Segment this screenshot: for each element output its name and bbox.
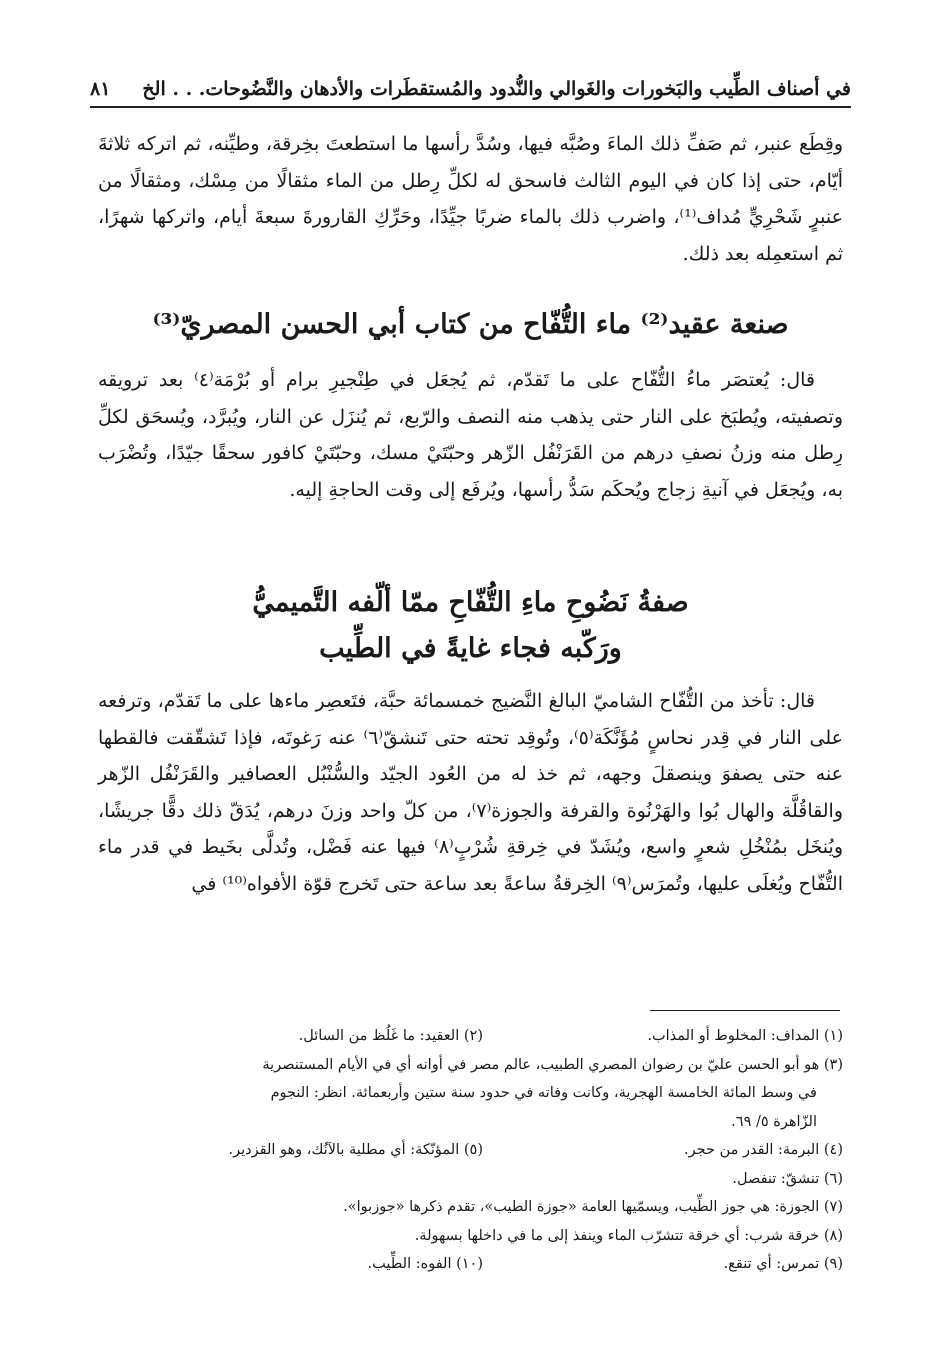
paragraph-1: [98, 126, 843, 272]
paragraph-3-text: قال: تأخذ من التُّفّاح الشاميّ البالغ النَّضيج خمسمائة حبَّة، فتَعصِر ماءها على ما تَقدّم، وترفعه على النار في قِدر نحاسٍ مُؤَنَّكَة⁽٥⁾، وتُوقِد تحته حتى تَنشقّ⁽٦⁾ عنه رَغوتَه، فإذا تَشقّقت فالقطها عنه حتى يصفوَ وينصقلَ وجهه، ثم خذ له من العُود الجيّد والسُّنْبُل العصافير والقَرَنْفُل الزّهر والقاقُلَّة والهال بُوا والهَرْنُوة والقرفة والجوزة⁽٧⁾، من كلّ واحد وزنَ درهم، يُدَقّ ذلك دقًّا جريشًا، ويُنخَل بمُنْخُلِ شعرٍ واسع، ويُشَدّ في خِرقةِ شُرْبٍ⁽٨⁾ فيها عنه فَضْل، وتُدلَّى بخَيط في قدر ماء التُّفّاح ويُغلَى عليها، وتُمرَس⁽٩⁾ الخِرقةُ ساعةً بعد ساعة حتى تَخرج قوّة الأفواه⁽¹⁰⁾ في: [98, 690, 844, 895]
paragraph-3: [98, 683, 843, 902]
footnote-row-1-2: [98, 1022, 843, 1051]
section-heading-1: صنعة عقيد⁽²⁾ ماء التُّفّاح من كتاب أبي الحسن المصريّ⁽³⁾: [152, 309, 789, 340]
section-heading-2-line-2: ورَكّبه فجاء غايةً في الطِّيب: [319, 633, 622, 664]
footnote-row-4-5: [98, 1136, 843, 1165]
paragraph-2: [98, 362, 843, 508]
footnote-1: (١) المداف: المخلوط أو المذاب.: [647, 1028, 843, 1044]
section-heading-2-line-1: صفةُ نَضُوحِ ماءِ التُّفّاحِ ممّا ألّفه التَّميميُّ: [252, 587, 689, 618]
paragraph-2-text: قال: يُعتصَر ماءُ التُّفّاح على ما تَقدّم، ثم يُجعَل في طِنْجيرِ برام أو بُرْمَة⁽٤⁾ بعد ترويقه وتصفيته، ويُطبَخ على النار حتى يذهب منه النصف والرّبع، ثم يُنزَل عن النار، ويُبرَّد، ويُسحَق لكلِّ رِطل منه وزنُ نصفِ درهم من القَرَنْفُل الزّهر وحبّتَيْ مسك، وحبّتَيْ كافور سحقًا جيّدًا، وتُضْرَب به، ويُجعَل في آنيةِ زجاج ويُحكَم سَدُّ رأسها، ويُرفَع إلى وقت الحاجةِ إليه.: [98, 369, 843, 501]
page-number: ٨١: [90, 78, 111, 100]
footnote-row-9-10: [98, 1250, 843, 1279]
footnote-7: (٧) الجوزة: هي جوز الطِّيب، ويسمّيها العامة «جوزة الطيب»، تقدم ذكرها «جوزبوا».: [343, 1199, 843, 1215]
footnote-4: (٤) البرمة: القدر من حجر.: [684, 1142, 843, 1158]
footnote-divider: [650, 1010, 840, 1011]
paragraph-1-text: وقِطَع عنبر، ثم صَفِّ ذلك الماءَ وصُبَّه فيها، وسُدَّ رأسها ما استطعتَ بخِرقة، وطيِّنه، ثم اتركه ثلاثةَ أيّام، حتى إذا كان في اليوم الثالث فاسحق له لكلِّ رِطل من الماء مثقالًا من مِسْك، ومثقالًا من عنبرٍ شَحْرِيٍّ مُداف⁽¹⁾، واضرب ذلك بالماء ضربًا جيِّدًا، وحَرِّكِ القارورةَ سبعةَ أيام، واتركها شهرًا، ثم استعمِله بعد ذلك.: [98, 133, 843, 265]
footnote-3-line-3: الزّاهرة ٥/ ٦٩.: [731, 1113, 817, 1130]
running-header: [90, 72, 851, 108]
footnote-3: [98, 1051, 843, 1137]
footnote-10: (١٠) الفوه: الطِّيب.: [367, 1256, 483, 1272]
footnote-8: (٨) خرقة شرب: أي خرقة تتشرّب الماء وينفذ إلى ما في داخلها بسهولة.: [414, 1227, 843, 1244]
footnote-3-line-2: في وسط المائة الخامسة الهجرية، وكانت وفاته في حدود سنة ستين وأربعمائة. انظر: النجوم: [270, 1085, 817, 1101]
header-title: في أصناف الطِّيب والبَخورات والغَوالي والنُّدود والمُستقطَرات والأدهان والنَّضُوحات. . . الخ: [142, 78, 851, 100]
footnotes: [98, 1022, 843, 1279]
footnote-6: (٦) تنشقّ: تنفصل.: [732, 1170, 843, 1187]
footnote-2: (٢) العقيد: ما غَلُظ من السائل.: [298, 1028, 483, 1044]
footnote-9: (٩) تمرس: أي تنقع.: [723, 1256, 843, 1272]
footnote-3-line-1: (٣) هو أبو الحسن عليّ بن رضوان المصري الطبيب، عالم مصر في أوانه أي في الأيام المستنصرية: [262, 1056, 843, 1073]
footnote-5: (٥) المؤنّكة: أي مطلية بالآنُك، وهو القزدير.: [228, 1142, 483, 1158]
